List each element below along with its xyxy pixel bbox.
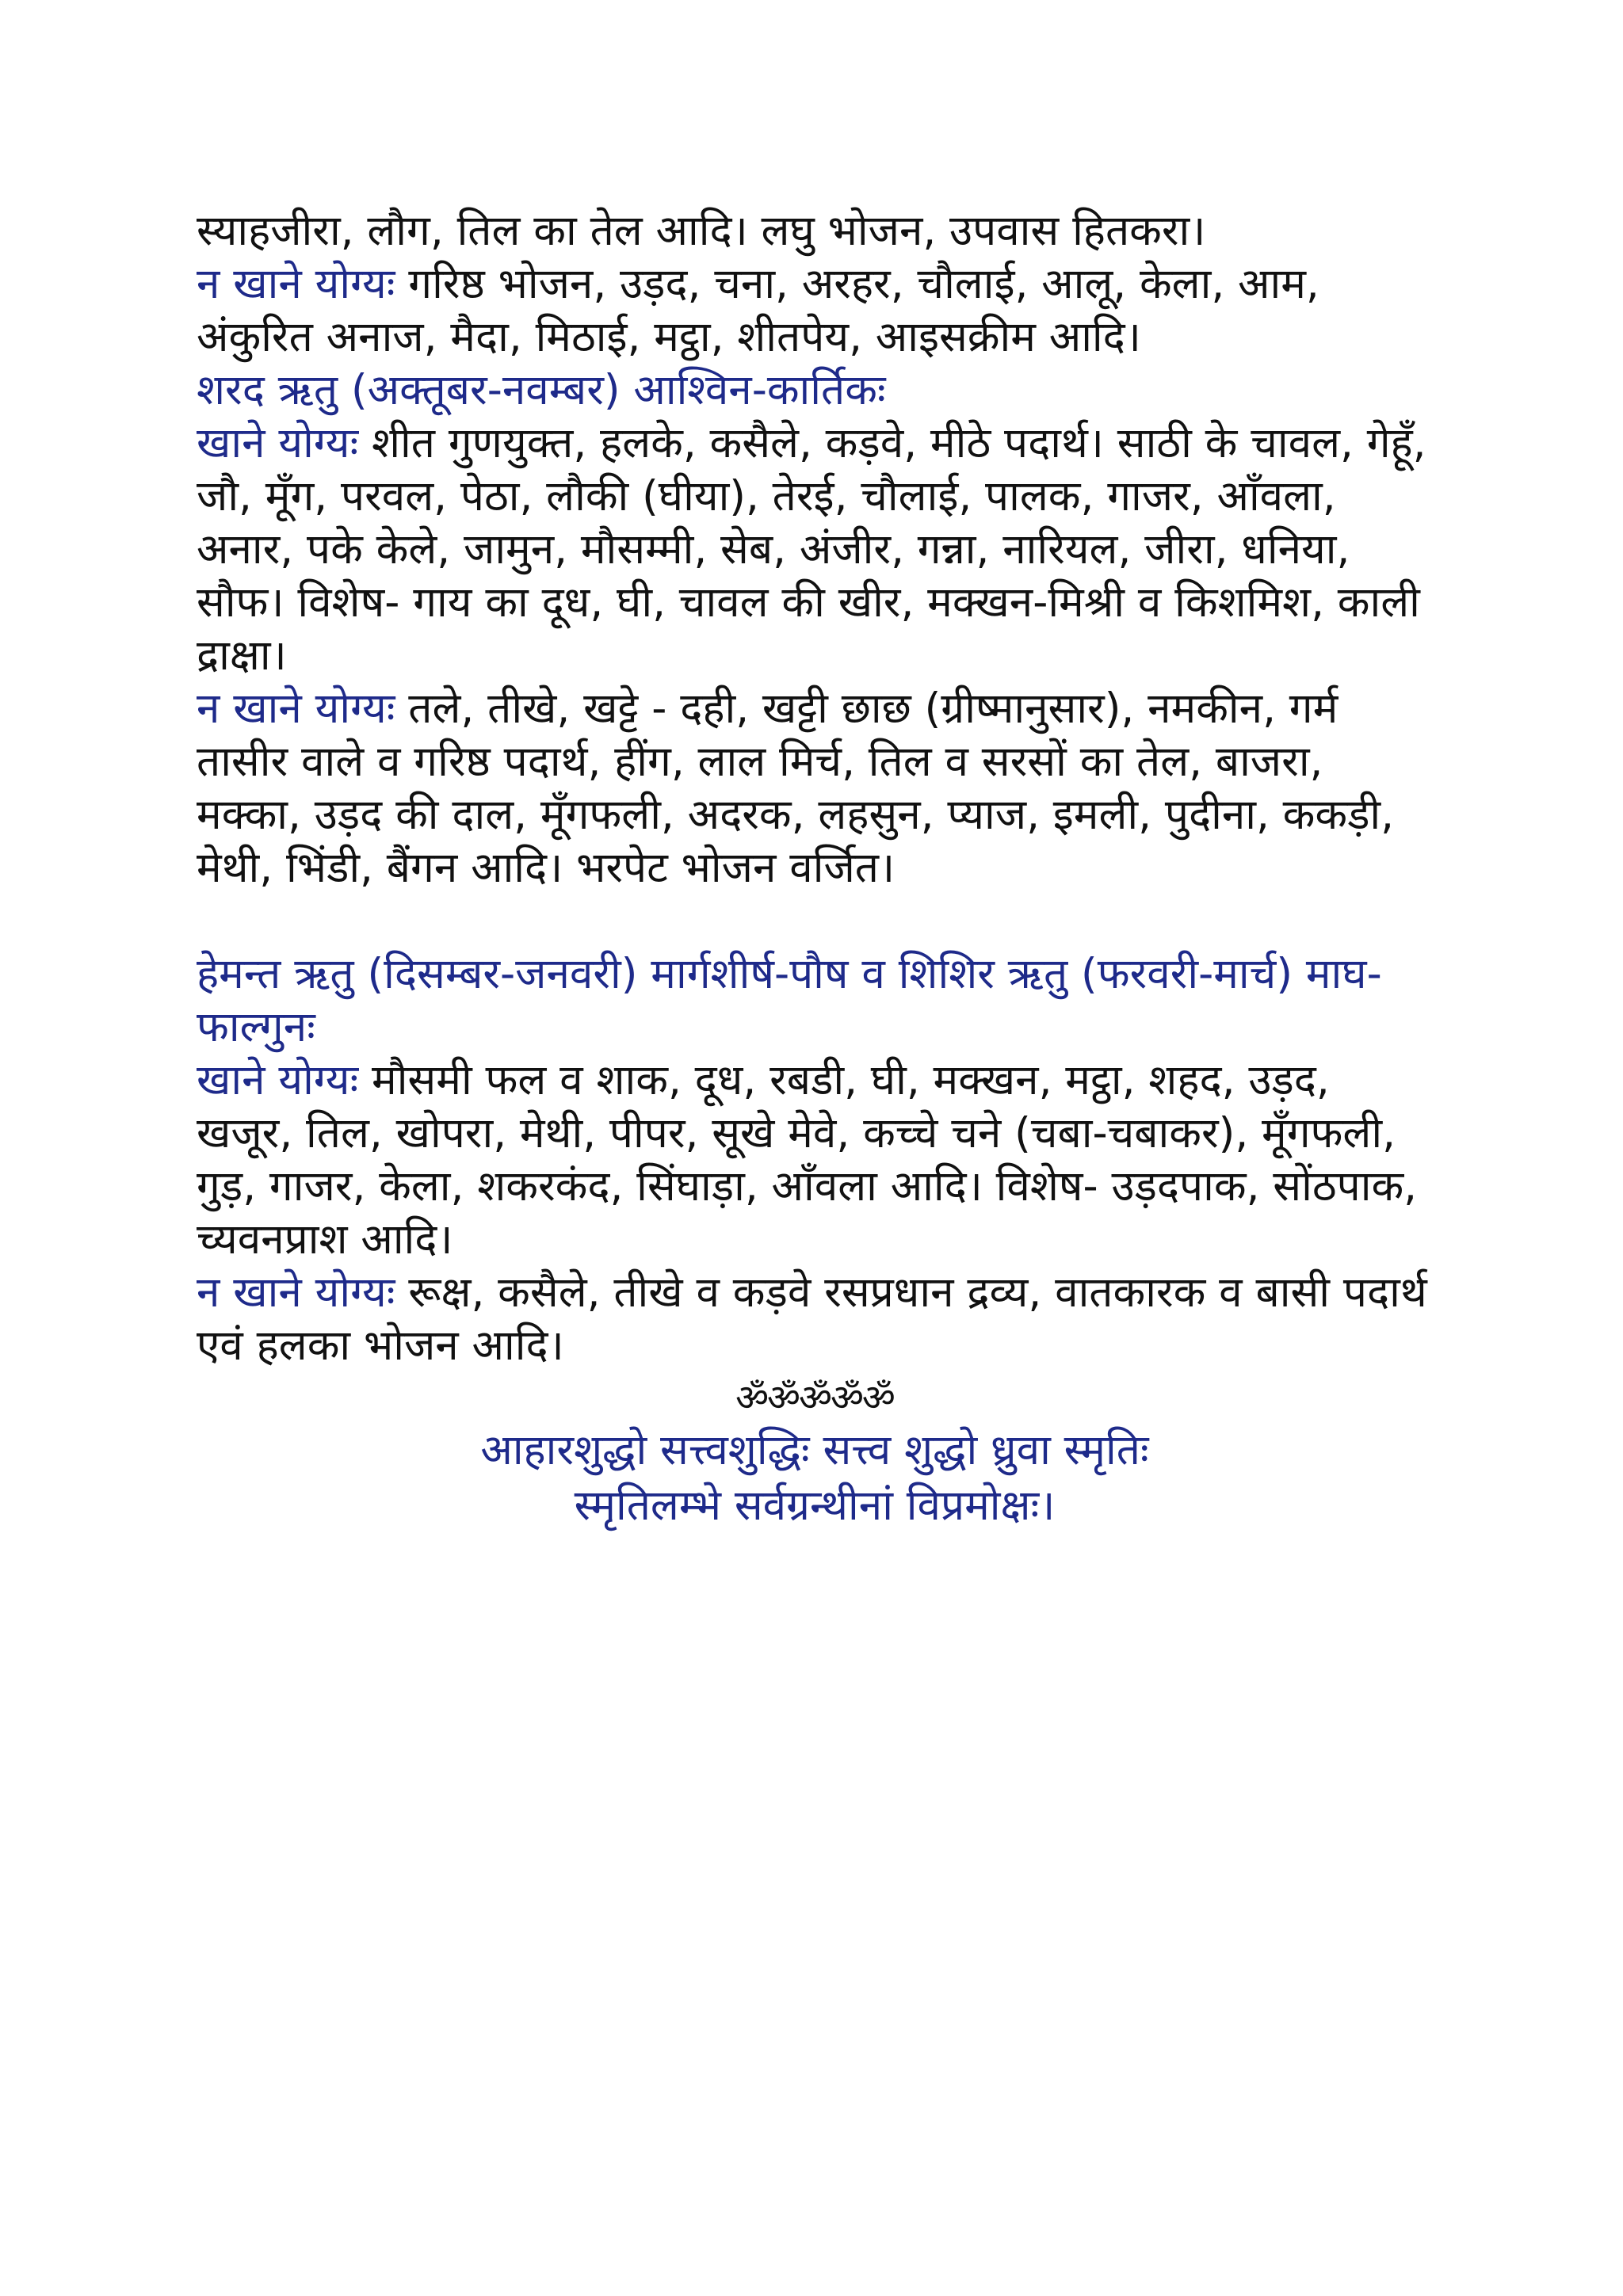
varsha-avoid-text: गरिष्ठ भोजन, उड़द, चना, अरहर, चौलाई, आलू, केला, आम, अंकुरित अनाज, मैदा, मिठाई, मट्ठा, शीतपेय, आइसक्रीम आदि। [197,260,1319,361]
hemant-avoid-paragraph [197,1266,1433,1372]
varsha-avoid-paragraph [197,257,1433,364]
sharad-avoid-paragraph [197,682,1433,894]
verse-line-1: आहारशुद्धो सत्त्वशुद्धिः सत्त्व शुद्धो ध्रुवा स्मृतिः [480,1426,1149,1474]
sharad-heading: शरद ऋतु (अक्तूबर-नवम्बर) आश्विन-कार्तिकः [197,366,886,414]
verse-line-2: स्मृतिलम्भे सर्वग्रन्थीनां विप्रमोक्षः। [574,1482,1056,1530]
avoid-label: न खाने योग्यः [197,260,395,308]
om-divider: ॐॐॐॐॐ [735,1376,894,1419]
sharad-eat-text: शीत गुणयुक्त, हलके, कसैले, कड़वे, मीठे पदार्थ। साठी के चावल, गेहूँ, जौ, मूँग, परवल, पेठा, लौकी (घीया), तेरई, चौलाई, पालक, गाजर, आँवला, अनार, पके केले, जामुन, मौसम्मी, सेब, अंजीर, गन्ना, नारियल, जीरा, धनिया, सौफ। विशेष- गाय का दूध, घी, चावल की खीर, मक्खन-मिश्री व किशमिश, काली द्राक्षा। [197,419,1426,680]
continued-text: स्याहजीरा, लौग, तिल का तेल आदि। लघु भोजन, उपवास हितकरा। [197,207,1206,255]
avoid-label: न खाने योग्यः [197,685,395,733]
avoid-label: न खाने योग्यः [197,1268,395,1317]
sharad-eat-paragraph [197,417,1433,682]
varsha-continued-paragraph [197,204,1433,257]
hemant-eat-text: मौसमी फल व शाक, दूध, रबडी, घी, मक्खन, मट्ठा, शहद, उड़द, खजूर, तिल, खोपरा, मेथी, पीपर, सूखे मेवे, कच्चे चने (चबा-चबाकर), मूँगफली, गुड़, गाजर, केला, शकरकंद, सिंघाड़ा, आँवला आदि। विशेष- उड़दपाक, सोंठपाक, च्यवनप्राश आदि। [197,1056,1418,1264]
hemant-eat-paragraph [197,1054,1433,1266]
document-page [197,204,1433,1534]
eat-label: खाने योग्यः [197,419,359,467]
hemant-avoid-text: रूक्ष, कसैले, तीखे व कड़वे रसप्रधान द्रव्य, वातकारक व बासी पदार्थ एवं हलका भोजन आदि। [197,1268,1427,1370]
section-gap [197,894,1433,948]
eat-label: खाने योग्यः [197,1056,359,1104]
hemant-heading: हेमन्त ऋतु (दिसम्बर-जनवरी) मार्गशीर्ष-पौष व शिशिर ऋतु (फरवरी-मार्च) माघ-फाल्गुनः [197,950,1382,1051]
sharad-avoid-text: तले, तीखे, खट्टे - दही, खट्टी छाछ (ग्रीष्मानुसार), नमकीन, गर्म तासीर वाले व गरिष्ठ पदार्थ, हींग, लाल मिर्च, तिल व सरसों का तेल, बाजरा, मक्का, उड़द की दाल, मूँगफली, अदरक, लहसुन, प्याज, इमली, पुदीना, ककड़ी, मेथी, भिंडी, बैंगन आदि। भरपेट भोजन वर्जित। [197,685,1395,892]
